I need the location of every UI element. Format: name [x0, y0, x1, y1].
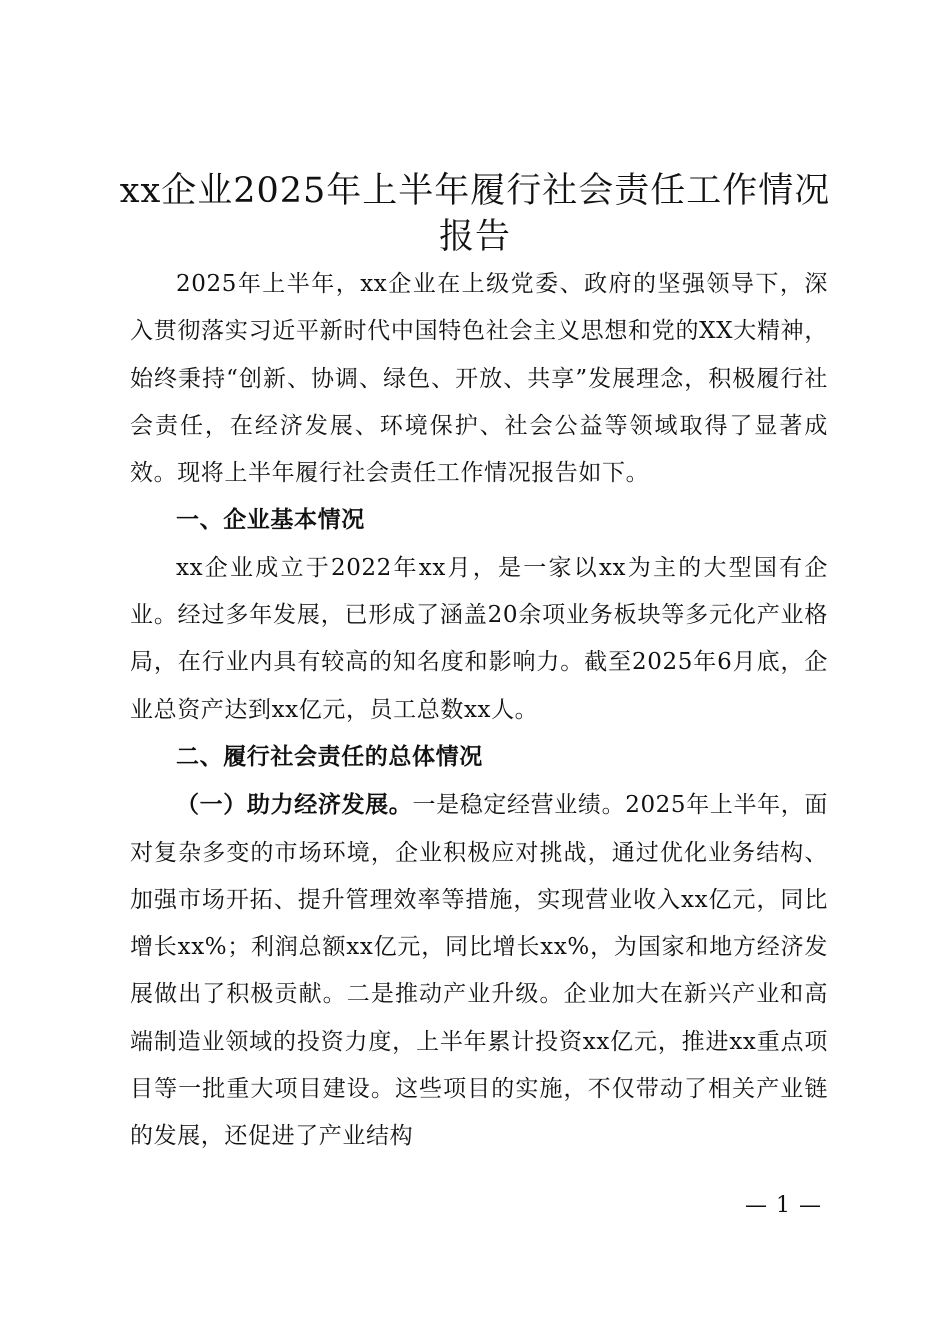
section-2-heading: 二、履行社会责任的总体情况 — [176, 743, 483, 770]
intro-paragraph: 2025年上半年，xx企业在上级党委、政府的坚强领导下，深入贯彻落实习近平新时代中国特色社会主义思想和党的XX大精神，始终秉持“创新、协调、绿色、开放、共享”发展理念，积极履行社会责任，在经济发展、环境保护、社会公益等领域取得了显著成效。现将上半年履行社会责任工作情况报告如下。 — [130, 271, 828, 487]
page-number: — 1 — — [745, 1193, 822, 1218]
subsection-1-lead: （一）助力经济发展。 — [176, 791, 413, 819]
subsection-1-body: 一是稳定经营业绩。2025年上半年，面对复杂多变的市场环境，企业积极应对挑战，通过优化业务结构、加强市场开拓、提升管理效率等措施，实现营业收入xx亿元，同比增长xx%；利润总额xx亿元，同比增长xx%，为国家和地方经济发展做出了积极贡献。二是推动产业升级。企业加大在新兴产业和高端制造业领域的投资力度，上半年累计投资xx亿元，推进xx重点项目等一批重大项目建设。这些项目的实施，不仅带动了相关产业链的发展，还促进了产业结构 — [130, 792, 829, 1150]
section-1-paragraph: xx企业成立于2022年xx月，是一家以xx为主的大型国有企业。经过多年发展，已形成了涵盖20余项业务板块等多元化产业格局，在行业内具有较高的知名度和影响力。截至2025年6月底，企业总资产达到xx亿元，员工总数xx人。 — [130, 554, 828, 723]
document-title: xx企业2025年上半年履行社会责任工作情况报告 — [119, 171, 831, 257]
document-body — [130, 261, 828, 1161]
section-2-paragraph — [130, 781, 828, 1160]
section-1-heading: 一、企业基本情况 — [176, 507, 365, 534]
